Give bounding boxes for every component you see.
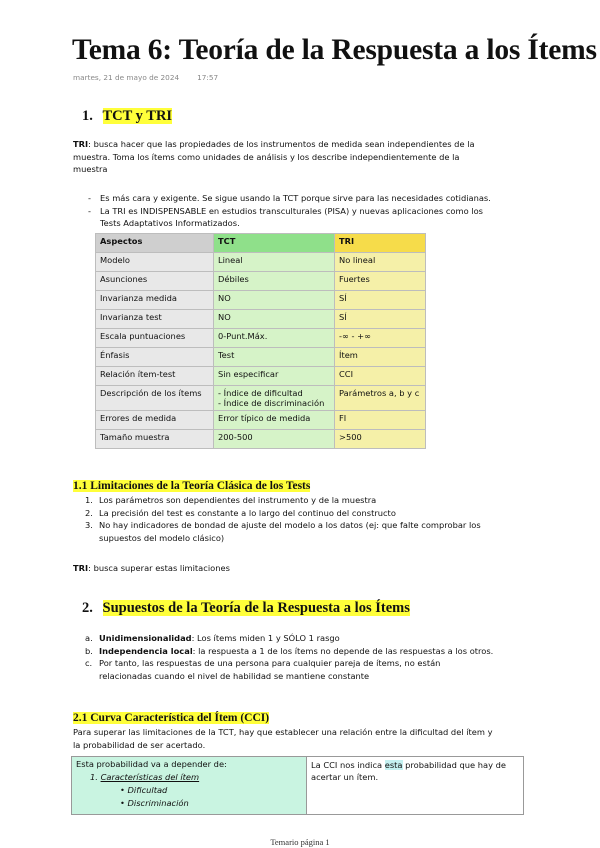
table-row [96, 430, 426, 449]
cci-table [71, 756, 524, 815]
page-datetime [73, 73, 236, 82]
list-text: Por tanto, las respuestas de una persona para cualquier pareja de ítems, no están [99, 658, 441, 668]
section-1-1-heading [73, 480, 310, 492]
table-cell: CCI [335, 367, 426, 386]
list-bold-term: Independencia local [99, 645, 193, 656]
list-letter: b. [85, 645, 93, 656]
list-number: 1. [85, 495, 93, 505]
table-header-row [96, 234, 426, 253]
table-cell-line: - Índice de dificultad [218, 388, 303, 398]
time-text: 17:57 [197, 73, 219, 82]
list-item: - La TRI es INDISPENSABLE en estudios transculturales (PISA) y nuevas aplicaciones como los [86, 205, 546, 218]
list-number: 3. [85, 520, 93, 530]
table-cell: Descripción de los ítems [96, 386, 214, 411]
table-row [96, 253, 426, 272]
section-2-title: Supuestos de la Teoría de la Respuesta a los Ítems [102, 600, 410, 616]
tri-label: TRI [73, 139, 89, 149]
table-cell: 200-500 [214, 430, 335, 449]
table-cell: Modelo [96, 253, 214, 272]
cci-intro [73, 726, 543, 751]
page-title: Tema 6: Teoría de la Respuesta a los Ítems [72, 34, 597, 66]
cci-bullet: • Dificultad [120, 785, 168, 795]
table-cell: Tamaño muestra [96, 430, 214, 449]
section-1-bullets [86, 192, 546, 230]
list-text: La precisión del test es constante a lo largo del continuo del constructo [99, 507, 396, 518]
table-header: Aspectos [96, 234, 214, 253]
table-cell-line: - Índice de discriminación [218, 398, 325, 408]
table-cell: Parámetros a, b y c [335, 386, 426, 411]
section-2-heading [82, 600, 410, 617]
table-cell: Error típico de medida [214, 411, 335, 430]
section-1-title: TCT y TRI [102, 108, 173, 124]
tri-definition [73, 138, 543, 176]
section-2-number: 2. [82, 600, 93, 616]
list-text: : Los ítems miden 1 y SÓLO 1 rasgo [191, 633, 340, 643]
list-item [73, 494, 543, 507]
cci-right-text: La CCI nos indica [311, 760, 385, 770]
table-row [96, 348, 426, 367]
table-cell: >500 [335, 430, 426, 449]
comparison-table [95, 233, 426, 449]
table-cell: Relación ítem-test [96, 367, 214, 386]
section-2-1-heading [73, 712, 269, 724]
table-cell: Énfasis [96, 348, 214, 367]
table-cell: SÍ [335, 310, 426, 329]
table-cell: Invarianza test [96, 310, 214, 329]
limitations-list [73, 494, 543, 544]
table-cell: Errores de medida [96, 411, 214, 430]
table-cell: Escala puntuaciones [96, 329, 214, 348]
list-item: - Es más cara y exigente. Se sigue usando la TCT porque sirve para las necesidades cotidianas. [86, 192, 546, 205]
list-item [73, 519, 543, 532]
list-text: : la respuesta a 1 de los ítems no depende de las respuestas a los otros. [192, 645, 494, 656]
list-text: No hay indicadores de bondad de ajuste del modelo a los datos (ej: que falte comprobar los [99, 520, 481, 530]
table-cell: Débiles [214, 272, 335, 291]
table-cell: NO [214, 310, 335, 329]
cci-right-text: acertar un ítem. [311, 772, 379, 782]
assumptions-list [73, 632, 543, 682]
table-row [96, 310, 426, 329]
table-cell: Sin especificar [214, 367, 335, 386]
table-cell: NO [214, 291, 335, 310]
cci-left-intro: Esta probabilidad va a depender de: [76, 759, 227, 769]
list-item [73, 645, 543, 658]
table-cell: No lineal [335, 253, 426, 272]
table-row [96, 329, 426, 348]
tri-label: TRI [73, 563, 89, 573]
cci-right-text: probabilidad que hay de [402, 760, 507, 770]
tri-text-line-2: muestra. Toma los ítems como unidades de análisis y los describe independientemente de la [73, 151, 460, 162]
tri-note-text: : busca superar estas limitaciones [88, 563, 230, 573]
cci-right-cell [307, 757, 529, 785]
cci-intro-line-2: la probabilidad de ser acertado. [73, 739, 206, 750]
cci-sub-item [90, 772, 199, 782]
list-letter: a. [85, 633, 93, 643]
list-text: Los parámetros son dependientes del instrumento y de la muestra [99, 495, 377, 505]
cci-left-cell [72, 757, 307, 814]
list-item-continuation: relacionadas cuando el nivel de habilidad se mantiene constante [99, 670, 370, 681]
list-item-continuation: supuestos del modelo clásico) [99, 532, 225, 543]
section-1-1-title: 1.1 Limitaciones de la Teoría Clásica de los Tests [73, 480, 311, 492]
table-row [96, 291, 426, 310]
list-letter: c. [85, 658, 93, 668]
list-bold-term: Unidimensionalidad [99, 633, 192, 643]
cci-bullet-text: Discriminación [127, 798, 189, 808]
table-cell: 0-Punt.Máx. [214, 329, 335, 348]
cci-bullet-text: Dificultad [127, 785, 168, 795]
list-item [73, 507, 543, 520]
cci-sub-text: Características del ítem [100, 772, 200, 782]
table-row [96, 272, 426, 291]
list-item [73, 657, 543, 670]
table-header: TRI [335, 234, 426, 253]
date-text: martes, 21 de mayo de 2024 [73, 73, 180, 82]
page-footer: Temario página 1 [270, 837, 330, 847]
table-cell: Asunciones [96, 272, 214, 291]
list-item-continuation: Tests Adaptativos Informatizados. [100, 218, 240, 228]
section-1-heading [82, 108, 172, 125]
table-cell: Ítem [335, 348, 426, 367]
table-header: TCT [214, 234, 335, 253]
table-cell: Invarianza medida [96, 291, 214, 310]
table-cell: FI [335, 411, 426, 430]
table-cell: Fuertes [335, 272, 426, 291]
tri-text-line-1: : busca hacer que las propiedades de los instrumentos de medida sean independientes de la [88, 139, 475, 149]
table-row [96, 386, 426, 411]
table-cell: Lineal [214, 253, 335, 272]
cci-right-highlight: esta [384, 760, 403, 770]
table-cell [214, 386, 335, 411]
table-cell: -∞ - +∞ [335, 329, 426, 348]
table-cell: Test [214, 348, 335, 367]
list-item [73, 632, 543, 645]
list-number: 2. [85, 507, 93, 518]
cci-sub-num: 1. [90, 772, 98, 782]
cci-intro-line-1: Para superar las limitaciones de la TCT, hay que establecer una relación entre la dificultad del ítem y [73, 727, 493, 737]
section-1-number: 1. [82, 108, 93, 124]
cci-bullet: • Discriminación [120, 798, 189, 808]
section-2-1-title: 2.1 Curva Característica del Ítem (CCI) [73, 712, 270, 724]
table-row [96, 367, 426, 386]
table-row [96, 411, 426, 430]
table-cell: SÍ [335, 291, 426, 310]
tri-limitations-note [73, 562, 230, 575]
tri-text-line-3: muestra [73, 164, 108, 174]
